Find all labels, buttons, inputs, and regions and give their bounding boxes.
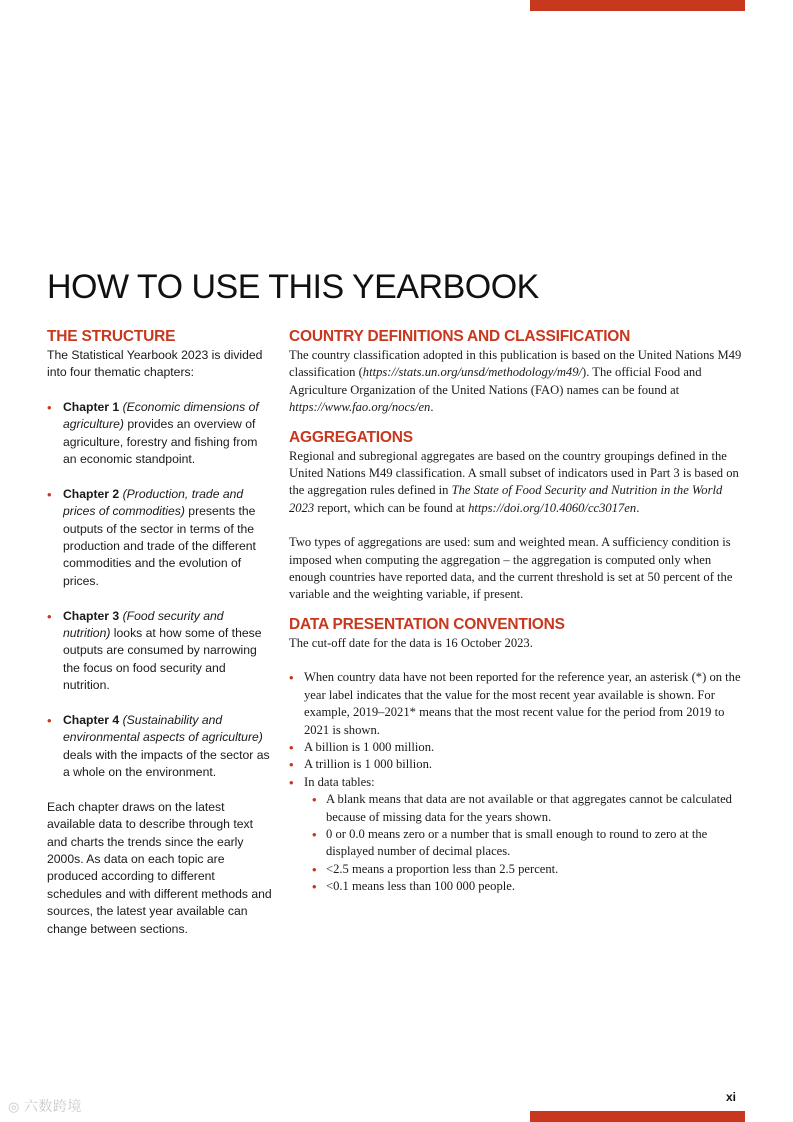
data-presentation-heading: DATA PRESENTATION CONVENTIONS bbox=[289, 615, 565, 633]
bullet-icon: • bbox=[47, 608, 52, 624]
bullet-icon: • bbox=[312, 879, 317, 895]
chapter-subtitle: (Economic dimensions of agriculture) bbox=[63, 399, 259, 432]
page-number: xi bbox=[726, 1090, 737, 1104]
list-item bbox=[304, 826, 749, 861]
list-item-text: 0 or 0.0 means zero or a number that is small enough to round to zero at the displayed number of decimal places. bbox=[326, 826, 708, 859]
chapter-name: Chapter 1 bbox=[63, 399, 120, 414]
details-column bbox=[289, 328, 749, 896]
structure-intro: The Statistical Yearbook 2023 is divided into four thematic chapters: bbox=[47, 348, 263, 380]
m49-link[interactable]: https://stats.un.org/unsd/methodology/m49/ bbox=[362, 365, 583, 380]
list-item-text: A trillion is 1 000 billion. bbox=[304, 757, 433, 772]
watermark bbox=[8, 1096, 82, 1116]
top-accent-bar bbox=[530, 0, 745, 11]
sofi-report-title: The State of Food Security and Nutrition in the World 2023 bbox=[289, 483, 723, 515]
list-item-text: In data tables: bbox=[304, 774, 375, 789]
list-item bbox=[304, 791, 749, 826]
text-span: The country classification adopted in this publication is based on the United Nations M49 classification ( bbox=[289, 348, 742, 380]
text-span: . bbox=[430, 400, 434, 415]
chapter-text: deals with the impacts of the sector as a whole on the environment. bbox=[63, 747, 270, 780]
aggregations-heading: AGGREGATIONS bbox=[289, 428, 413, 446]
list-item-text: A billion is 1 000 million. bbox=[304, 739, 435, 754]
list-item bbox=[47, 608, 272, 695]
bullet-icon: • bbox=[47, 486, 52, 502]
list-item-text: <0.1 means less than 100 000 people. bbox=[326, 879, 515, 894]
bullet-icon: • bbox=[312, 861, 317, 877]
list-item bbox=[47, 399, 272, 469]
list-item bbox=[289, 774, 749, 896]
cutoff-date: The cut-off date for the data is 16 October 2023. bbox=[289, 635, 533, 650]
chapter-text: looks at how some of these outputs are consumed by narrowing the focus on food security and nutrition. bbox=[63, 626, 262, 693]
chapter-name: Chapter 3 bbox=[63, 608, 120, 623]
list-item-text: A blank means that data are not available or that aggregates cannot be calculated because of missing data for the years shown. bbox=[326, 792, 732, 824]
chapter-subtitle: (Production, trade and prices of commodities) bbox=[63, 486, 244, 519]
doi-link[interactable]: https://doi.org/10.4060/cc3017en bbox=[468, 500, 637, 515]
list-item bbox=[47, 712, 272, 782]
bottom-accent-bar bbox=[530, 1111, 745, 1122]
text-span: report, which can be found at bbox=[314, 500, 469, 515]
bullet-icon: • bbox=[289, 757, 294, 773]
conventions-list bbox=[289, 669, 749, 895]
aggregations-paragraph-2: Two types of aggregations are used: sum and weighted mean. A sufficiency condition is imposed when computing the aggregation – the aggregation is computed only when enough countries have reported data, and the current threshold is set at 50 percent of the variable and the weighting variable, if present. bbox=[289, 535, 733, 602]
watermark-logo-icon: ◎ bbox=[8, 1100, 20, 1115]
bullet-icon: • bbox=[289, 670, 294, 686]
text-span: Regional and subregional aggregates are based on the country groupings defined in the United Nations M49 classification. A small subset of indicators used in Part 3 is based on the aggregation rules defined in bbox=[289, 448, 739, 498]
aggregations-paragraph-1 bbox=[289, 448, 749, 518]
list-item bbox=[289, 756, 749, 773]
list-item bbox=[289, 669, 749, 739]
chapter-name: Chapter 4 bbox=[63, 713, 120, 728]
list-item-text: <2.5 means a proportion less than 2.5 percent. bbox=[326, 861, 559, 876]
country-definitions-heading: COUNTRY DEFINITIONS AND CLASSIFICATION bbox=[289, 328, 631, 345]
data-tables-sublist bbox=[304, 791, 749, 895]
chapter-name: Chapter 2 bbox=[63, 486, 120, 501]
list-item bbox=[47, 486, 272, 590]
structure-closing: Each chapter draws on the latest available data to describe through text and charts the trends since the early 2000s. As data on each topic are produced according to different schedules and with different methods and sources, the latest year available can change between sections. bbox=[47, 799, 272, 936]
chapter-text: presents the outputs of the sector in terms of the production and trade of the different commodities and the evolution of prices. bbox=[63, 504, 256, 588]
text-span: ). The official Food and Agriculture Organization of the United Nations (FAO) names can be found at bbox=[289, 365, 702, 397]
list-item bbox=[304, 861, 749, 878]
bullet-icon: • bbox=[47, 713, 52, 729]
country-definitions-text bbox=[289, 347, 749, 417]
chapter-text: provides an overview of agriculture, forestry and fishing from an economic standpoint. bbox=[63, 417, 258, 467]
bullet-icon: • bbox=[289, 774, 294, 790]
structure-column bbox=[47, 328, 272, 938]
list-item bbox=[289, 739, 749, 756]
watermark-text: 六数跨境 bbox=[23, 1099, 82, 1115]
structure-heading: THE STRUCTURE bbox=[47, 328, 176, 345]
bullet-icon: • bbox=[312, 826, 317, 842]
list-item-text: When country data have not been reported for the reference year, an asterisk (*) on the year label indicates that the value for the most recent year available is shown. For example, 2019–2021* means that the most recent value for the period from 2019 to 2021 is shown. bbox=[304, 670, 741, 737]
page-title: HOW TO USE THIS YEARBOOK bbox=[47, 268, 539, 306]
bullet-icon: • bbox=[312, 792, 317, 808]
chapter-list bbox=[47, 399, 272, 782]
bullet-icon: • bbox=[289, 739, 294, 755]
chapter-subtitle: (Sustainability and environmental aspects of agriculture) bbox=[63, 713, 263, 745]
bullet-icon: • bbox=[47, 399, 52, 415]
fao-names-link[interactable]: https://www.fao.org/nocs/en bbox=[289, 400, 431, 415]
text-span: . bbox=[636, 500, 640, 515]
chapter-subtitle: (Food security and nutrition) bbox=[63, 608, 224, 641]
list-item bbox=[304, 878, 749, 895]
